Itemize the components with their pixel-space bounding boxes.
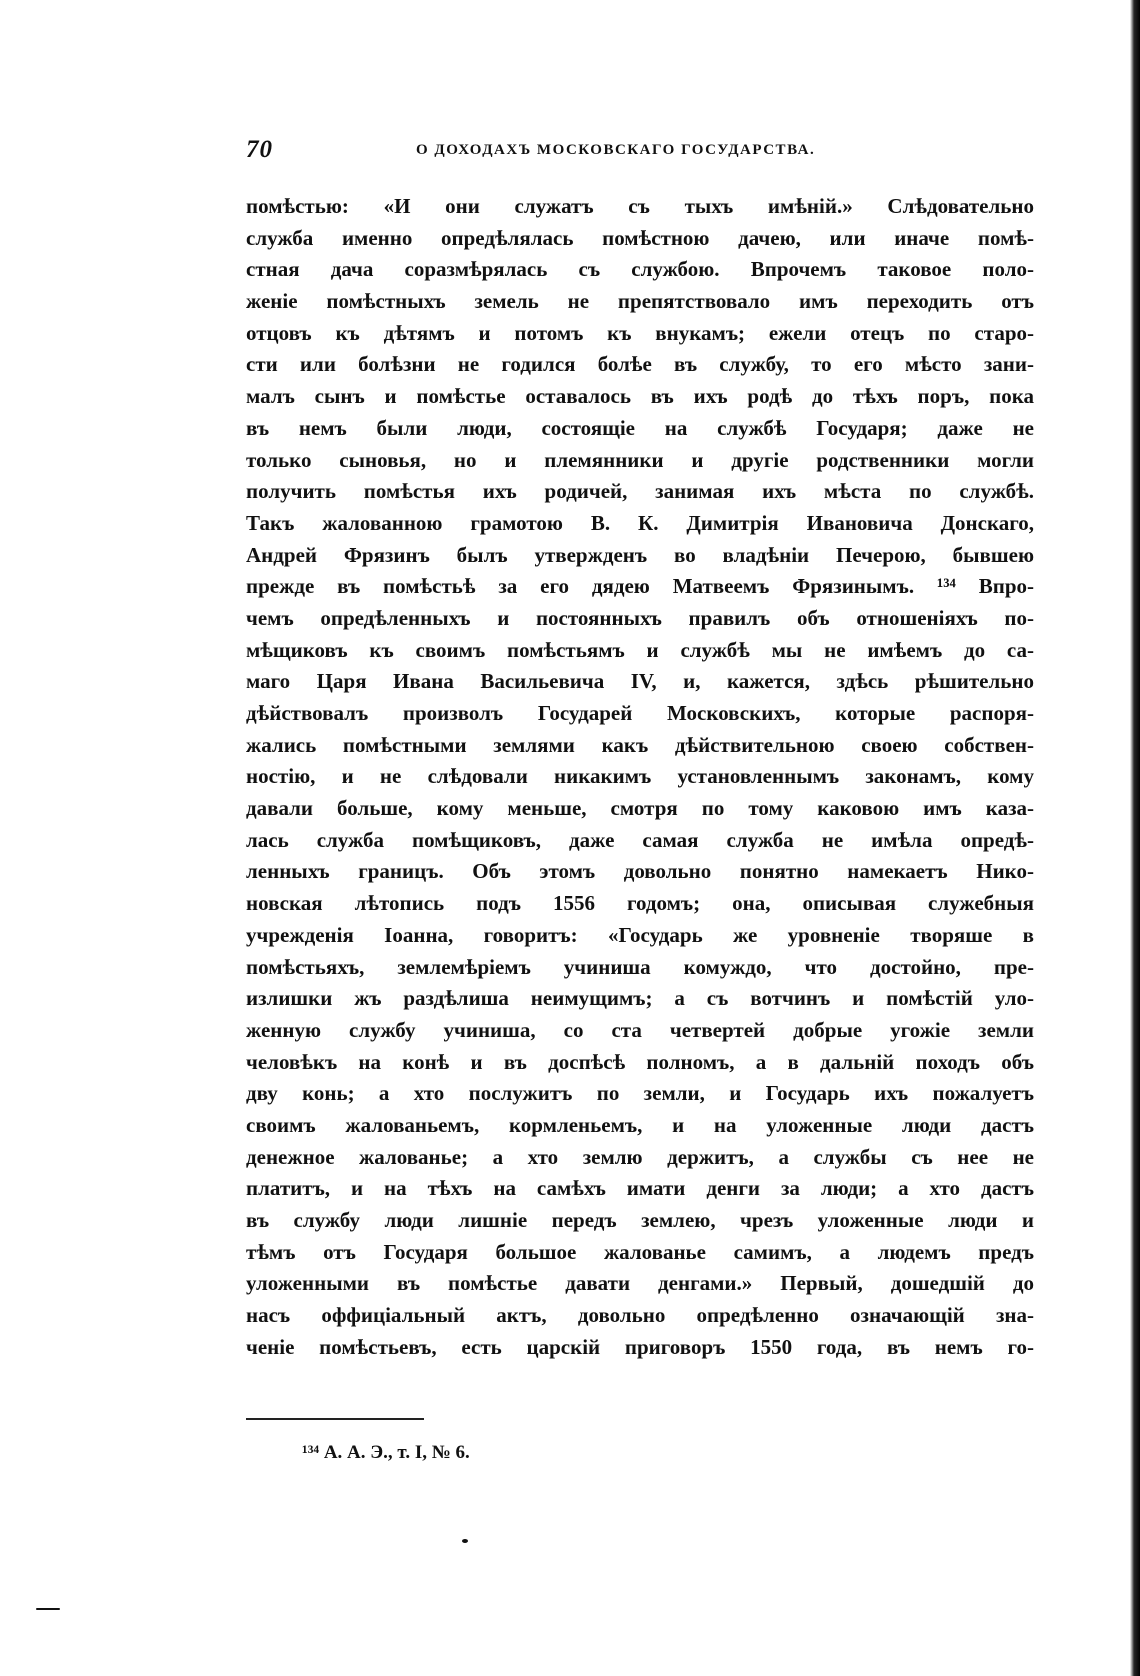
text-line: женную службу учиниша, со ста четвертей добрые угожіе земли — [246, 1017, 1034, 1042]
text-line: насъ оффиціальный актъ, довольно опредѣленно означающій зна- — [246, 1303, 1034, 1328]
text-line: излишки жъ раздѣлиша неимущимъ; а съ вотчинъ и помѣстій уло- — [246, 986, 1034, 1011]
text-line: получить помѣстья ихъ родичей, занимая ихъ мѣста по службѣ. — [246, 479, 1034, 504]
text-line: лась служба помѣщиковъ, даже самая служба не имѣла опредѣ- — [246, 827, 1034, 852]
text-line: сти или болѣзни не годился болѣе въ службу, то его мѣсто зани- — [246, 352, 1034, 377]
text-line: дву конь; а хто послужитъ по земли, и Государь ихъ пожалуетъ — [246, 1081, 1034, 1106]
page-number: 70 — [246, 136, 273, 163]
text-line: прежде въ помѣстьѣ за его дядею Матвеемъ Фрязинымъ. ¹³⁴ Впро- — [246, 574, 1034, 599]
text-line: уложенными въ помѣстье давати денгами.» Первый, дошедшій до — [246, 1271, 1034, 1296]
text-line: только сыновья, но и племянники и другіе родственники могли — [246, 447, 1034, 472]
text-line: жались помѣстными землями какъ дѣйствительною своею собствен- — [246, 732, 1034, 757]
text-line: Андрей Фрязинъ былъ утвержденъ во владѣніи Печерою, бывшею — [246, 542, 1034, 567]
text-line: помѣстьяхъ, землемѣріемъ учиниша комуждо, что достойно, пре- — [246, 954, 1034, 979]
text-line: ностію, и не слѣдовали никакимъ установленнымъ законамъ, кому — [246, 764, 1034, 789]
text-line: женіе помѣстныхъ земель не препятствовало имъ переходить отъ — [246, 289, 1034, 314]
text-line: тѣмъ отъ Государя большое жалованье самимъ, а людемъ предъ — [246, 1239, 1034, 1264]
text-line: денежное жалованье; а хто землю держитъ, а службы съ нее не — [246, 1144, 1034, 1169]
scan-speck — [462, 1539, 468, 1543]
text-line: ленныхъ границъ. Объ этомъ довольно понятно намекаетъ Нико- — [246, 859, 1034, 884]
footnote: ¹³⁴ А. А. Э., т. I, № 6. — [302, 1442, 470, 1463]
text-line: малъ сынъ и помѣстье оставалось въ ихъ родѣ до тѣхъ поръ, пока — [246, 384, 1034, 409]
text-line: Такъ жалованною грамотою В. К. Димитрія Ивановича Донскаго, — [246, 510, 1034, 535]
text-line: учрежденія Іоанна, говоритъ: «Государь же уровненіе творяше в — [246, 922, 1034, 947]
text-line: давали больше, кому меньше, смотря по тому каковою имъ каза- — [246, 796, 1034, 821]
running-head — [246, 132, 1034, 172]
text-line: маго Царя Ивана Васильевича IV, и, кажется, здѣсь рѣшительно — [246, 669, 1034, 694]
scan-speck — [36, 1608, 60, 1610]
text-line: своимъ жалованьемъ, кормленьемъ, и на уложенные люди дастъ — [246, 1112, 1034, 1137]
running-title: О ДОХОДАХЪ МОСКОВСКАГО ГОСУДАРСТВА. — [416, 142, 816, 158]
text-line: человѣкъ на конѣ и въ доспѣсѣ полномъ, а в дальній походъ объ — [246, 1049, 1034, 1074]
text-line: новская лѣтопись подъ 1556 годомъ; она, описывая служебныя — [246, 891, 1034, 916]
book-page — [246, 132, 1034, 1363]
scan-page-edge — [1130, 0, 1140, 1676]
text-line: помѣстью: «И они служатъ съ тыхъ имѣній.» Слѣдовательно — [246, 194, 1034, 218]
text-line: мѣщиковъ къ своимъ помѣстьямъ и службѣ мы не имѣемъ до са- — [246, 637, 1034, 662]
text-line: въ немъ были люди, состоящіе на службѣ Государя; даже не — [246, 415, 1034, 440]
text-line: стная дача соразмѣрялась съ службою. Впрочемъ таковое поло- — [246, 257, 1034, 282]
text-line: служба именно опредѣлялась помѣстною дачею, или иначе помѣ- — [246, 225, 1034, 250]
text-line: въ службу люди лишніе передъ землею, чрезъ уложенные люди и — [246, 1208, 1034, 1232]
footnote-rule — [246, 1418, 424, 1420]
text-line: ченіе помѣстьевъ, есть царскій приговоръ 1550 года, въ немъ го- — [246, 1334, 1034, 1359]
text-line: дѣйствовалъ произволъ Государей Московскихъ, которые распоря- — [246, 701, 1034, 725]
body-text — [246, 191, 1034, 1363]
text-line: чемъ опредѣленныхъ и постоянныхъ правилъ объ отношеніяхъ по- — [246, 605, 1034, 630]
text-line: отцовъ къ дѣтямъ и потомъ къ внукамъ; ежели отецъ по старо- — [246, 320, 1034, 345]
text-line: платитъ, и на тѣхъ на самѣхъ имати денги за люди; а хто дастъ — [246, 1176, 1034, 1201]
